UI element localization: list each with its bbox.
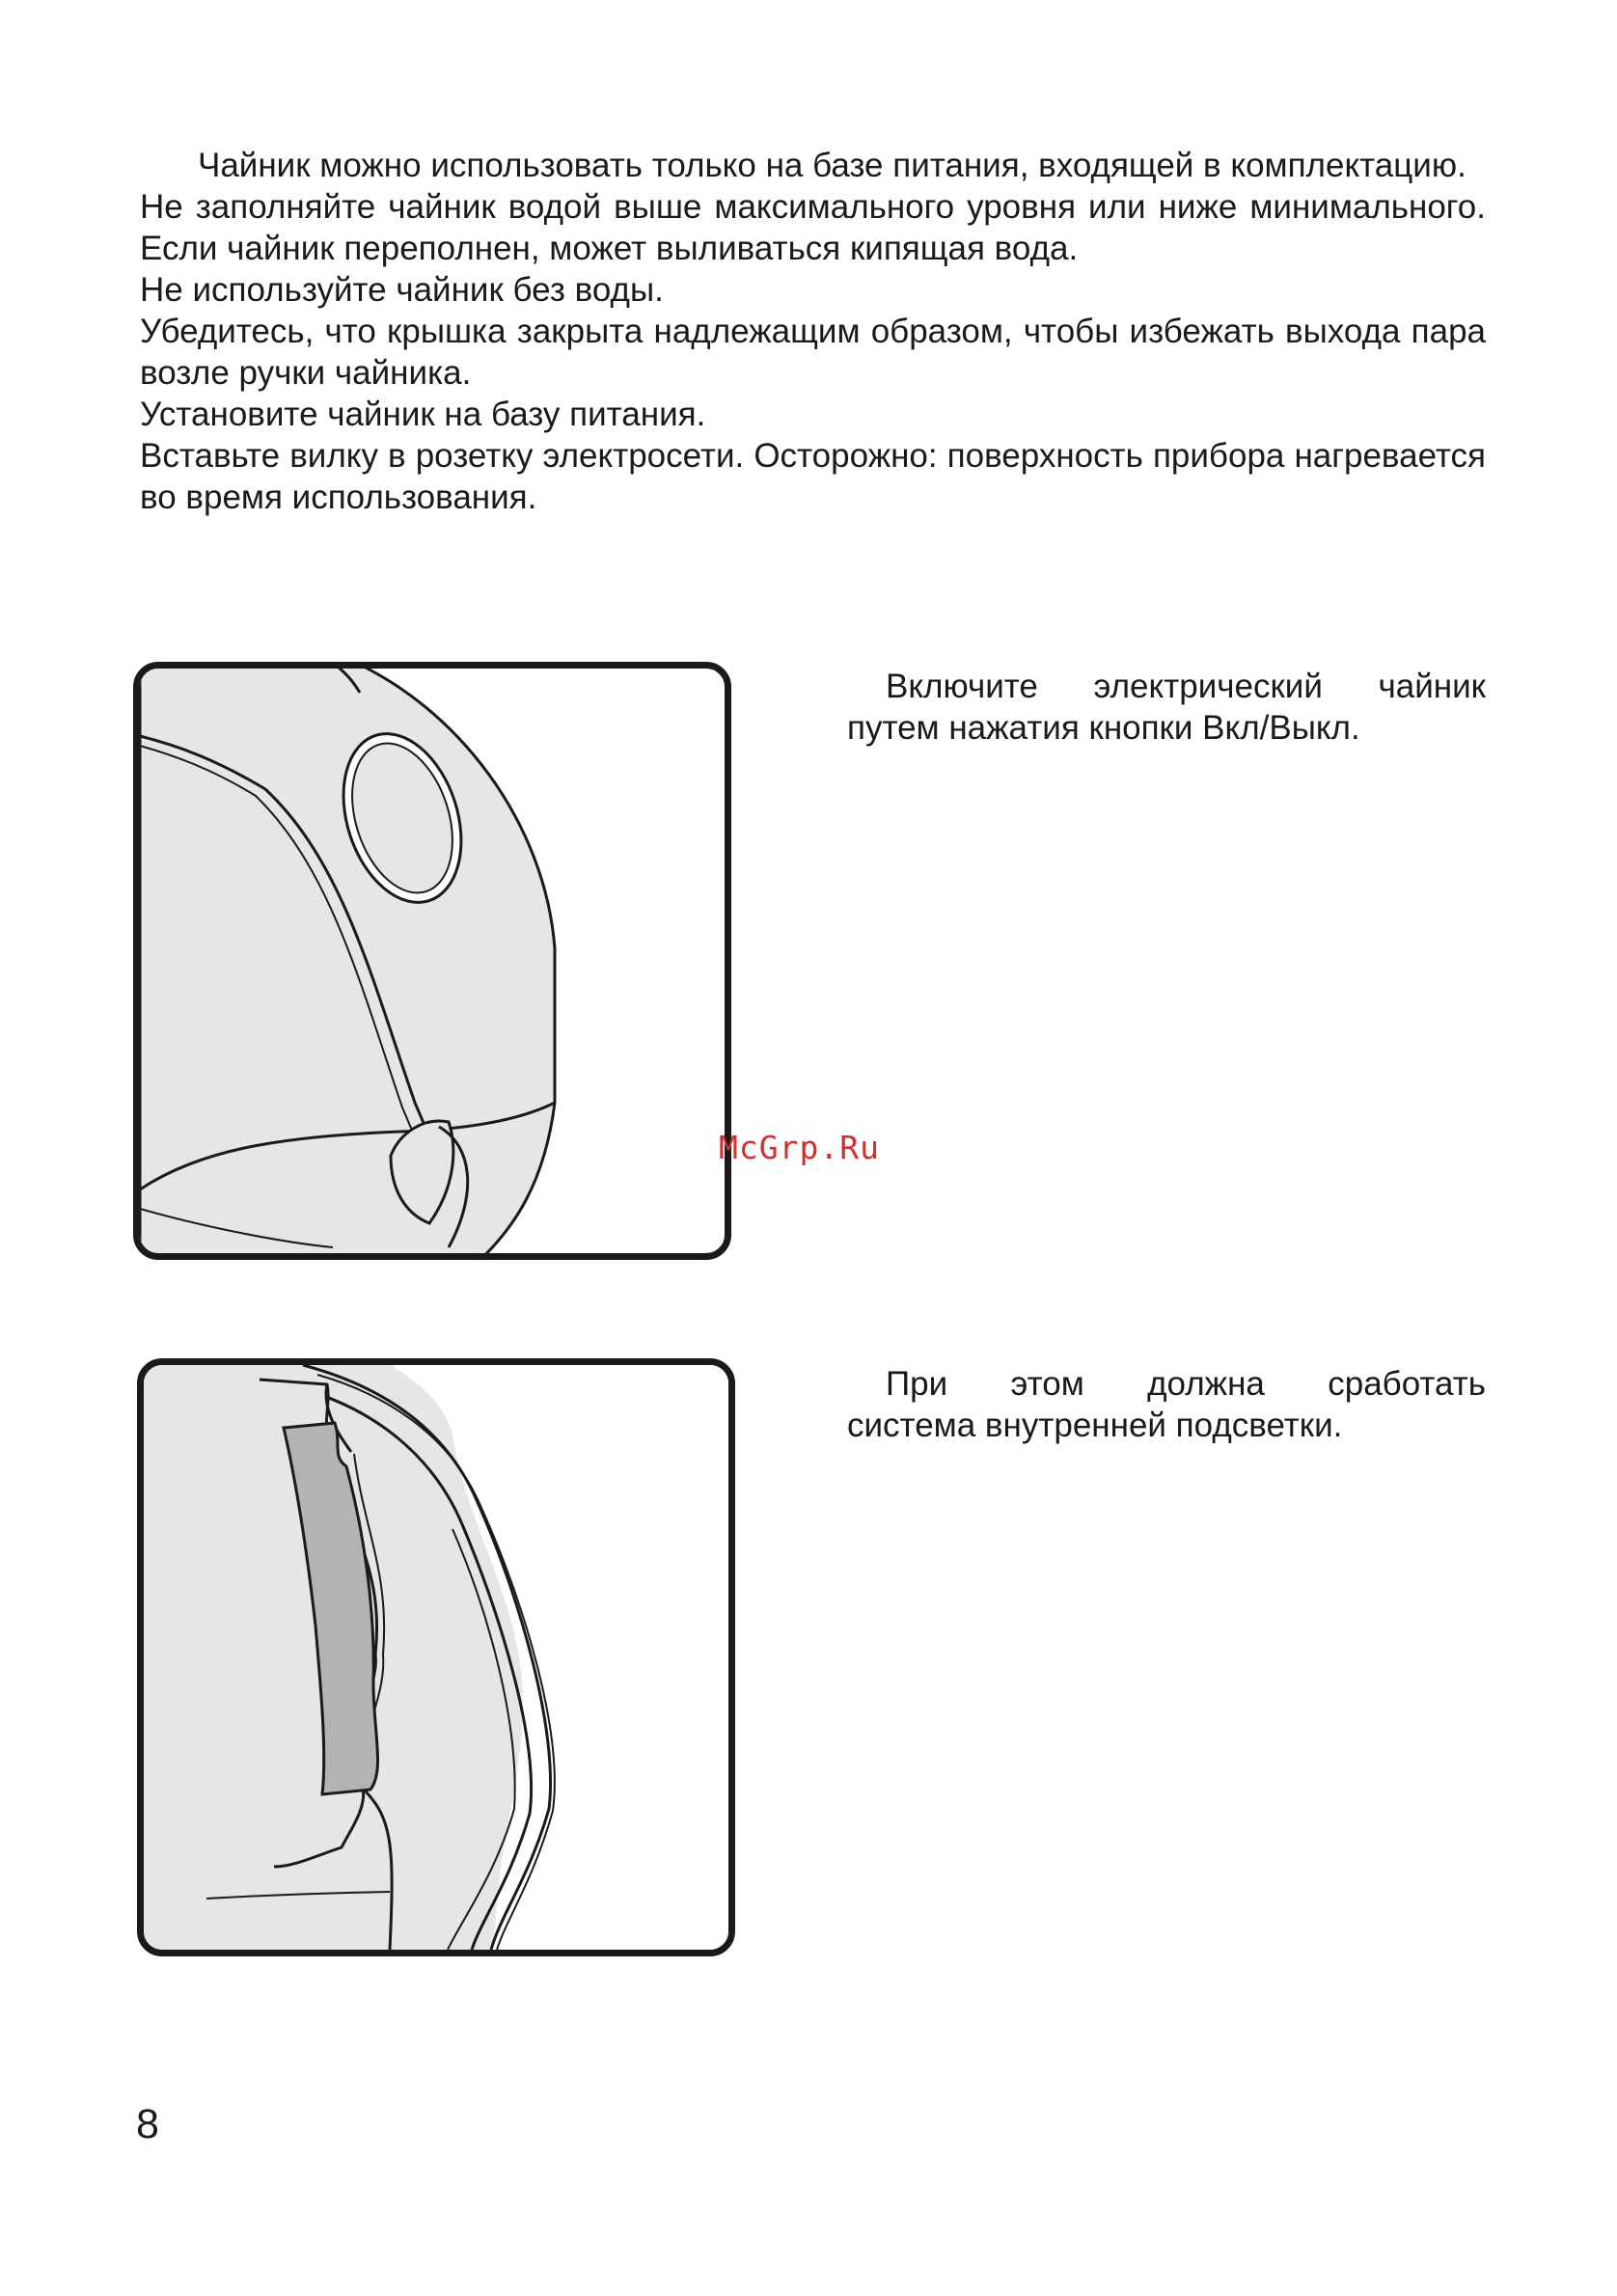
instruction-paragraph: Убедитесь, что крышка закрыта надлежащим образом, чтобы избежать выхода пара возле ручки чайника. (140, 313, 1486, 392)
kettle-top-drawing (140, 669, 725, 1253)
kettle-power-button-illustration (133, 662, 731, 1260)
instruction-paragraph: Установите чайник на базу питания. (140, 396, 706, 433)
instruction-paragraph: Вставьте вилку в розетку электросети. Осторожно: поверхность прибора нагревается во время использования. (140, 437, 1486, 516)
caption-line: путем нажатия кнопки Вкл/Выкл. (847, 709, 1360, 747)
instructions-text (140, 145, 1486, 518)
step-caption-power-on (847, 666, 1486, 749)
caption-line: система внутренней подсветки. (847, 1407, 1343, 1444)
kettle-handle-drawing (144, 1365, 728, 1950)
watermark: McGrp.Ru (719, 1129, 880, 1166)
instruction-paragraph: Не используйте чайник без воды. (140, 271, 664, 309)
caption-line: При этом должна сработать (886, 1365, 1486, 1403)
instruction-paragraph: Не заполняйте чайник водой выше максимального уровня или ниже минимального. Если чайник переполнен, может выливаться кипящая вода. (140, 188, 1486, 267)
page-number: 8 (136, 2101, 159, 2147)
caption-line: Включите электрический чайник (886, 668, 1486, 705)
kettle-backlight-illustration (137, 1358, 735, 1956)
step-caption-backlight (847, 1363, 1486, 1446)
instruction-paragraph: Чайник можно использовать только на базе питания, входящей в комплектацию. (198, 147, 1466, 184)
